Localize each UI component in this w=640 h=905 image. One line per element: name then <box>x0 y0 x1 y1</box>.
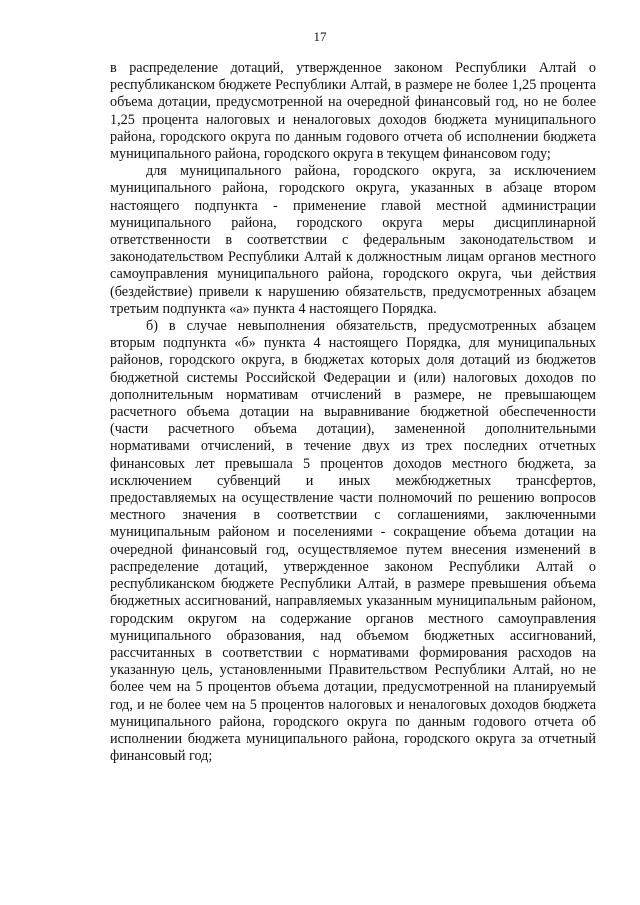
paragraph-subitem-b: б) в случае невыполнения обязательств, предусмотренных абзацем вторым подпункта «б» пункта 4 настоящего Порядка, для муниципальных районов, городского округа, в бюджетах которых доля дотаций из бюджетов бюджетной системы Российской Федерации и (или) налоговых доходов по дополнительным нормативам отчислений в размере, не превышающем расчетного объема дотации на выравнивание бюджетной обеспеченности (части расчетного объема дотации), замененной дополнительными нормативами отчислений, в течение двух из трех последних отчетных финансовых лет превышала 5 процентов доходов местного бюджета, за исключением субвенций и иных межбюджетных трансфертов, предоставляемых на осуществление части полномочий по решению вопросов местного значения в соответствии с соглашениями, заключенными муниципальным районом и поселениями - сокращение объема дотации на очередной финансовый год, осуществляемое путем внесения изменений в распределение дотаций, утвержденное законом Республики Алтай о республиканском бюджете Республики Алтай, в размере превышения объема бюджетных ассигнований, направляемых указанным муниципальным районом, городским округом на содержание органов местного самоуправления муниципального образования, над объемом бюджетных ассигнований, рассчитанных в соответствии с нормативами формирования расходов на указанную цель, установленными Правительством Республики Алтай, но не более чем на 5 процентов объема дотации, предусмотренной на планируемый год, и не более чем на 5 процентов налоговых и неналоговых доходов бюджета муниципального района, городского округа по данным годового отчета об исполнении бюджета муниципального района, городского округа за отчетный финансовый год; <box>110 318 596 765</box>
document-body <box>110 60 596 765</box>
paragraph-disciplinary-measure: для муниципального района, городского округа, за исключением муниципального района, городского округа, указанных в абзаце втором настоящего подпункта - применение главой местной администрации муниципального района, городского округа меры дисциплинарной ответственности в соответствии с федеральным законодательством и законодательством Республики Алтай к должностным лицам органов местного самоуправления муниципального района, городского округа, чьи действия (бездействие) привели к нарушению обязательств, предусмотренных абзацем третьим подпункта «а» пункта 4 настоящего Порядка. <box>110 163 596 317</box>
page-number: 17 <box>313 29 327 44</box>
paragraph-continuation: в распределение дотаций, утвержденное законом Республики Алтай о республиканском бюджете Республики Алтай, в размере не более 1,25 процента объема дотации, предусмотренной на очередной финансовый год, но не более 1,25 процента налоговых и неналоговых доходов бюджета муниципального района, городского округа по данным годового отчета об исполнении бюджета муниципального района, городского округа в текущем финансовом году; <box>110 60 596 163</box>
